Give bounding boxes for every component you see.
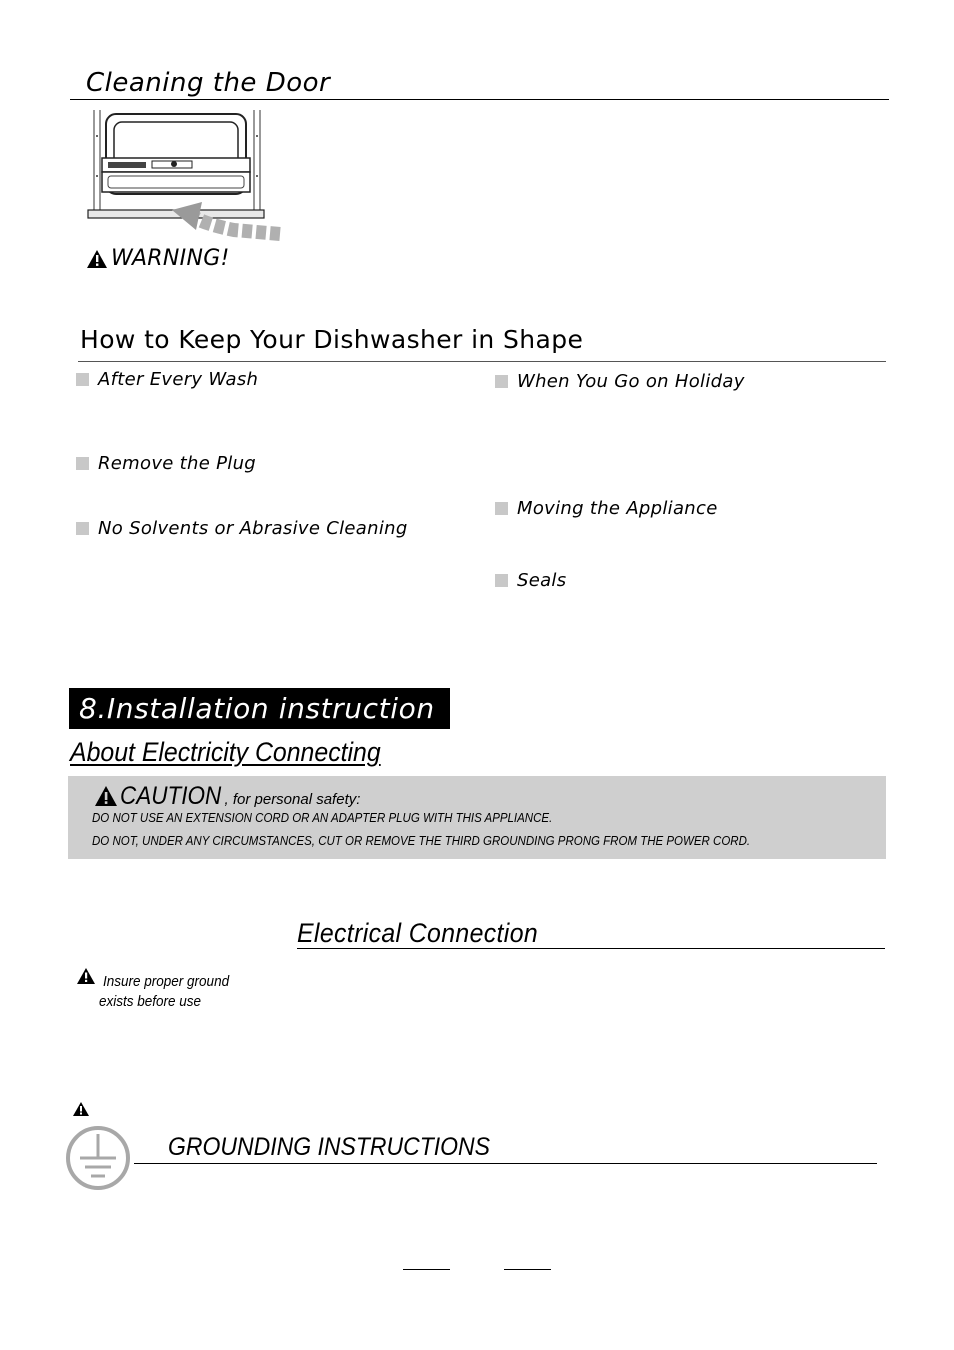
caution-title: CAUTION: [120, 782, 222, 810]
ground-note-line-2: exists before use: [99, 993, 202, 1010]
bullet-square-icon: [76, 522, 89, 535]
door-cleaning-illustration: [84, 106, 284, 246]
cleaning-door-title: Cleaning the Door: [86, 68, 331, 98]
list-item-holiday: [495, 371, 745, 392]
keep-shape-rule: [78, 361, 886, 362]
installation-section-bar: 8.Installation instruction: [69, 688, 450, 729]
ground-symbol-icon: [64, 1124, 132, 1192]
blank-line-2: [504, 1269, 551, 1270]
grounding-rule: [134, 1163, 877, 1164]
list-item-remove-plug: [76, 453, 256, 474]
list-item-label: Seals: [517, 570, 567, 591]
keep-shape-title: How to Keep Your Dishwasher in Shape: [80, 325, 584, 354]
warning-icon: [76, 967, 96, 985]
cleaning-door-rule: [70, 99, 889, 100]
list-item-no-solvents: [76, 518, 408, 539]
electrical-connection-title: Electrical Connection: [297, 918, 539, 948]
caution-box: [68, 776, 886, 859]
caution-heading: [94, 782, 360, 810]
caution-line-1: DO NOT USE AN EXTENSION CORD OR AN ADAPTER PLUG WITH THIS APPLIANCE.: [92, 811, 553, 825]
caution-line-2: DO NOT, UNDER ANY CIRCUMSTANCES, CUT OR REMOVE THE THIRD GROUNDING PRONG FROM THE POWER CORD.: [92, 834, 751, 848]
list-item-label: Moving the Appliance: [517, 498, 718, 519]
warning-icon: [86, 249, 108, 269]
bullet-square-icon: [495, 574, 508, 587]
list-item-seals: [495, 570, 566, 591]
list-item-label: When You Go on Holiday: [517, 371, 745, 392]
bullet-square-icon: [76, 373, 89, 386]
warning-icon: [72, 1101, 90, 1117]
bullet-square-icon: [495, 375, 508, 388]
about-electricity-title: About Electricity Connecting: [70, 737, 381, 767]
list-item-label: After Every Wash: [98, 369, 259, 390]
bullet-square-icon: [495, 502, 508, 515]
list-item-label: No Solvents or Abrasive Cleaning: [98, 518, 408, 539]
ground-note-line-1: Insure proper ground: [103, 973, 230, 990]
bullet-square-icon: [76, 457, 89, 470]
caution-subtitle: , for personal safety:: [224, 791, 361, 808]
list-item-after-every-wash: [76, 369, 258, 390]
list-item-label: Remove the Plug: [98, 453, 257, 474]
cleaning-door-warning: [86, 246, 230, 271]
electrical-connection-rule: [297, 948, 885, 949]
grounding-instructions-title: GROUNDING INSTRUCTIONS: [168, 1133, 490, 1161]
blank-line-1: [403, 1269, 450, 1270]
warning-label: WARNING!: [111, 246, 230, 271]
warning-icon: [94, 785, 118, 807]
list-item-moving: [495, 498, 718, 519]
